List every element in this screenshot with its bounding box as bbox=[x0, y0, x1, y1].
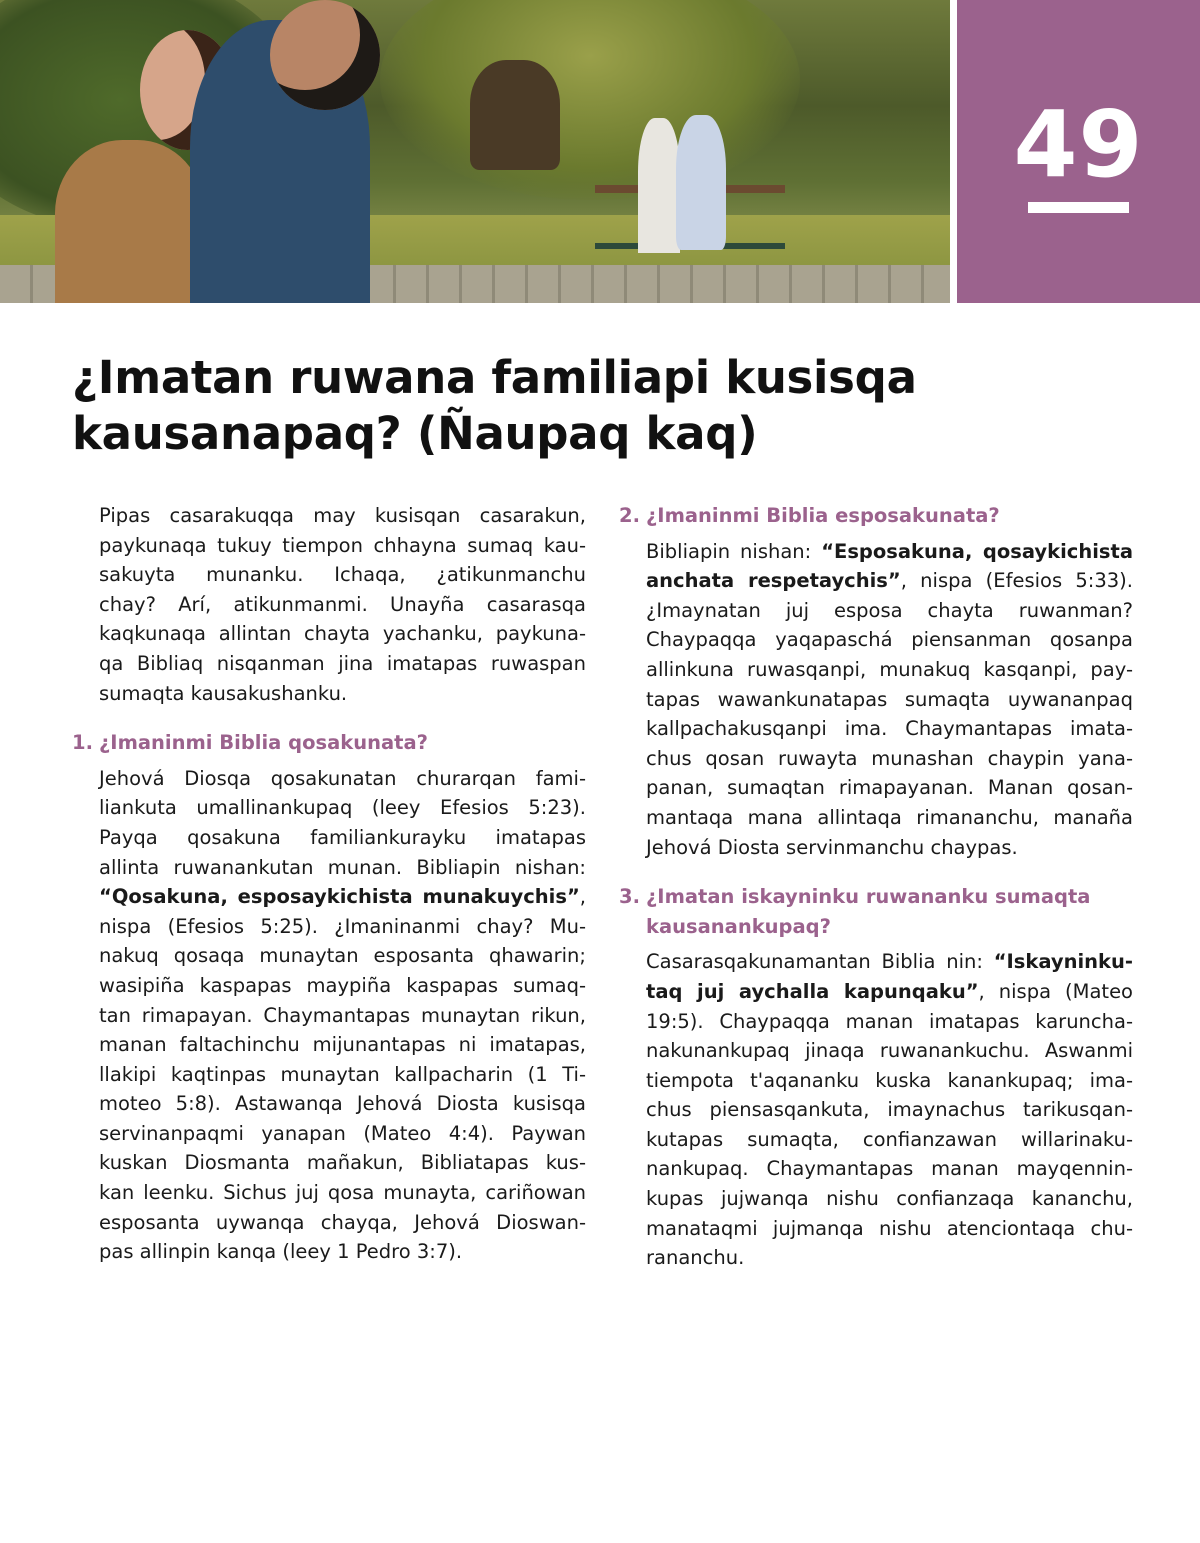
text-segment: manataqmi jujmanqa nishu atenciontaqa chu- bbox=[646, 1216, 1133, 1240]
question-text-line: ¿Imatan iskayninku ruwananku sumaqta bbox=[646, 885, 1091, 909]
question-heading bbox=[619, 882, 1133, 941]
text-line bbox=[99, 1001, 586, 1031]
text-segment: moteo 5:8). Astawanqa Jehová Diosta kusisqa bbox=[99, 1092, 586, 1116]
question-text-line: kausanankupaq? bbox=[646, 914, 831, 938]
text-segment: nispa (Efesios 5:25). ¿Imaninanmi chay? Mu- bbox=[99, 914, 586, 938]
text-segment: Jehová Diosqa qosakunatan churarqan fami- bbox=[99, 766, 586, 790]
text-segment: Casarasqakunamantan Biblia nin: bbox=[646, 950, 994, 974]
lesson-number-underline bbox=[1028, 202, 1129, 213]
text-line bbox=[646, 1125, 1133, 1155]
text-segment: paykunaqa tukuy tiempon chhayna sumaq kau- bbox=[99, 533, 586, 557]
text-line bbox=[99, 1237, 586, 1267]
body-paragraph bbox=[72, 501, 586, 708]
text-segment: tiempota t'aqananku kuska kanankupaq; ima- bbox=[646, 1068, 1133, 1092]
text-line bbox=[99, 560, 586, 590]
text-segment: liankuta umallinankupaq (leey Efesios 5:23). bbox=[99, 796, 586, 820]
text-line bbox=[99, 882, 586, 912]
text-segment: nakunankupaq jinaqa ruwanankuchu. Aswanmi bbox=[646, 1039, 1133, 1063]
text-line bbox=[99, 531, 586, 561]
text-segment: servinanpaqmi yanapan (Mateo 4:4). Paywan bbox=[99, 1121, 586, 1145]
elderly-man bbox=[638, 118, 680, 253]
text-line bbox=[99, 1030, 586, 1060]
question-number: 3. bbox=[619, 885, 640, 909]
right-column bbox=[619, 501, 1133, 1293]
text-line bbox=[646, 596, 1133, 626]
text-line bbox=[646, 566, 1133, 596]
text-segment: panan, sumaqtan rimapayanan. Manan qosan- bbox=[646, 776, 1133, 800]
lesson-number-box bbox=[957, 0, 1200, 303]
text-line bbox=[646, 1243, 1133, 1273]
text-line bbox=[646, 773, 1133, 803]
text-segment: sumaqta kausakushanku. bbox=[99, 681, 348, 705]
text-segment: ¿Imaynatan juj esposa chayta ruwanman? bbox=[646, 598, 1133, 622]
text-segment: kupas jujwanqa nishu confianzaqa kananchu, bbox=[646, 1187, 1133, 1211]
text-segment: kaqkunaqa allintan chayta yachanku, paykuna- bbox=[99, 622, 586, 646]
text-line bbox=[99, 1060, 586, 1090]
text-segment: nakuq qosaqa munaytan esposanta qhawarin; bbox=[99, 944, 586, 968]
question-number: 1. bbox=[72, 731, 93, 755]
text-line bbox=[99, 1089, 586, 1119]
text-line bbox=[646, 625, 1133, 655]
question-text bbox=[646, 882, 1133, 941]
text-segment: mantaqa mana allintaqa rimananchu, manaña bbox=[646, 805, 1133, 829]
text-line bbox=[646, 1154, 1133, 1184]
text-segment: 19:5). Chaypaqqa manan imatapas karuncha- bbox=[646, 1009, 1133, 1033]
young-woman bbox=[55, 140, 205, 303]
question-text bbox=[646, 501, 1133, 531]
text-segment: Jehová Diosta servinmanchu chaypas. bbox=[646, 835, 1018, 859]
text-segment: kan leenku. Sichus juj qosa munayta, cariñowan bbox=[99, 1181, 586, 1205]
text-segment: kutapas sumaqta, confianzawan willarinaku- bbox=[646, 1127, 1133, 1151]
text-line bbox=[646, 1095, 1133, 1125]
text-line bbox=[646, 744, 1133, 774]
question-text bbox=[99, 728, 586, 758]
text-segment: esposanta uywanqa chayqa, Jehová Dioswan- bbox=[99, 1210, 586, 1234]
text-segment: , nispa (Mateo bbox=[978, 979, 1133, 1003]
body-paragraph bbox=[619, 537, 1133, 863]
text-segment: , bbox=[579, 885, 586, 909]
scripture-quote: “Esposakuna, qosaykichista bbox=[821, 539, 1133, 563]
text-segment: allinkuna ruwasqanpi, munakuq kasqanpi, pay- bbox=[646, 657, 1133, 681]
text-segment: tan rimapayan. Chaymantapas munaytan rikun, bbox=[99, 1003, 586, 1027]
text-segment: sakuyta munanku. Ichaqa, ¿atikunmanchu bbox=[99, 563, 586, 587]
header-photo bbox=[0, 0, 950, 303]
text-line bbox=[646, 1036, 1133, 1066]
question-number: 2. bbox=[619, 504, 640, 527]
text-line bbox=[99, 1148, 586, 1178]
page-title-line: kausanapaq? (Ñaupaq kaq) bbox=[72, 407, 758, 460]
text-segment: chus piensasqankuta, imaynachus tarikusqan- bbox=[646, 1098, 1133, 1122]
text-segment: qa Bibliaq nisqanman jina imatapas ruwaspan bbox=[99, 651, 586, 675]
text-line bbox=[646, 537, 1133, 567]
text-line bbox=[646, 685, 1133, 715]
page-title-line: ¿Imatan ruwana familiapi kusisqa bbox=[72, 351, 917, 404]
text-line bbox=[99, 853, 586, 883]
text-line bbox=[99, 649, 586, 679]
text-line bbox=[99, 619, 586, 649]
text-segment: nankupaq. Chaymantapas manan mayqennin- bbox=[646, 1157, 1133, 1181]
scripture-quote: anchata respetaychis” bbox=[646, 569, 901, 593]
scripture-quote: “Qosakuna, esposaykichista munakuychis” bbox=[99, 885, 580, 909]
text-line bbox=[99, 1178, 586, 1208]
text-segment: Chaypaqqa yaqapaschá piensanman qosanpa bbox=[646, 628, 1133, 652]
question-text-line: ¿Imaninmi Biblia esposakunata? bbox=[646, 504, 1000, 527]
text-segment: pas allinpin kanqa (leey 1 Pedro 3:7). bbox=[99, 1240, 463, 1264]
text-line bbox=[646, 655, 1133, 685]
text-line bbox=[646, 1184, 1133, 1214]
text-line bbox=[99, 941, 586, 971]
question-text-line: ¿Imaninmi Biblia qosakunata? bbox=[99, 731, 428, 755]
text-line bbox=[646, 1066, 1133, 1096]
text-segment: kuskan Diosmanta mañakun, Bibliatapas kus- bbox=[99, 1151, 586, 1175]
text-line bbox=[99, 590, 586, 620]
elderly-woman bbox=[676, 115, 726, 250]
text-segment: chay? Arí, atikunmanmi. Unayña casarasqa bbox=[99, 592, 586, 616]
text-line bbox=[99, 971, 586, 1001]
text-line bbox=[646, 803, 1133, 833]
text-line bbox=[99, 764, 586, 794]
page-title bbox=[72, 350, 972, 462]
question-heading bbox=[72, 728, 586, 758]
scripture-quote: taq juj aychalla kapunqaku” bbox=[646, 979, 979, 1003]
text-line bbox=[646, 833, 1133, 863]
text-line bbox=[646, 714, 1133, 744]
text-line bbox=[646, 947, 1133, 977]
text-segment: Payqa qosakuna familiankurayku imatapas bbox=[99, 825, 586, 849]
text-segment: kallpachakusqanpi ima. Chaymantapas imata- bbox=[646, 717, 1133, 741]
text-segment: tapas wawankunatapas sumaqta uywananpaq bbox=[646, 687, 1133, 711]
question-heading bbox=[619, 501, 1133, 531]
text-segment: Pipas casarakuqqa may kusisqan casarakun, bbox=[99, 504, 586, 527]
text-line bbox=[99, 912, 586, 942]
text-line bbox=[99, 793, 586, 823]
text-segment: chus qosan ruwayta munashan chaypin yana- bbox=[646, 746, 1133, 770]
lesson-number: 49 bbox=[1013, 91, 1144, 198]
scripture-quote: “Iskayninku- bbox=[993, 950, 1133, 974]
text-line bbox=[646, 1214, 1133, 1244]
text-segment: Bibliapin nishan: bbox=[646, 539, 822, 563]
text-segment: wasipiña kaspapas maypiña kaspapas sumaq- bbox=[99, 973, 586, 997]
text-line bbox=[99, 1208, 586, 1238]
text-line bbox=[646, 1007, 1133, 1037]
text-segment: , nispa (Efesios 5:33). bbox=[900, 569, 1133, 593]
text-line bbox=[99, 501, 586, 531]
body-paragraph bbox=[619, 947, 1133, 1273]
text-line bbox=[646, 977, 1133, 1007]
text-segment: llakipi kaqtinpas munaytan kallpacharin (1 Ti- bbox=[99, 1062, 586, 1086]
body-paragraph bbox=[72, 764, 586, 1267]
text-line bbox=[99, 1119, 586, 1149]
text-segment: rananchu. bbox=[646, 1246, 745, 1270]
left-column bbox=[72, 501, 586, 1287]
text-segment: manan faltachinchu mijunantapas ni imatapas, bbox=[99, 1033, 586, 1057]
text-segment: allinta ruwanankutan munan. Bibliapin nishan: bbox=[99, 855, 586, 879]
text-line bbox=[99, 823, 586, 853]
text-line bbox=[99, 679, 586, 709]
